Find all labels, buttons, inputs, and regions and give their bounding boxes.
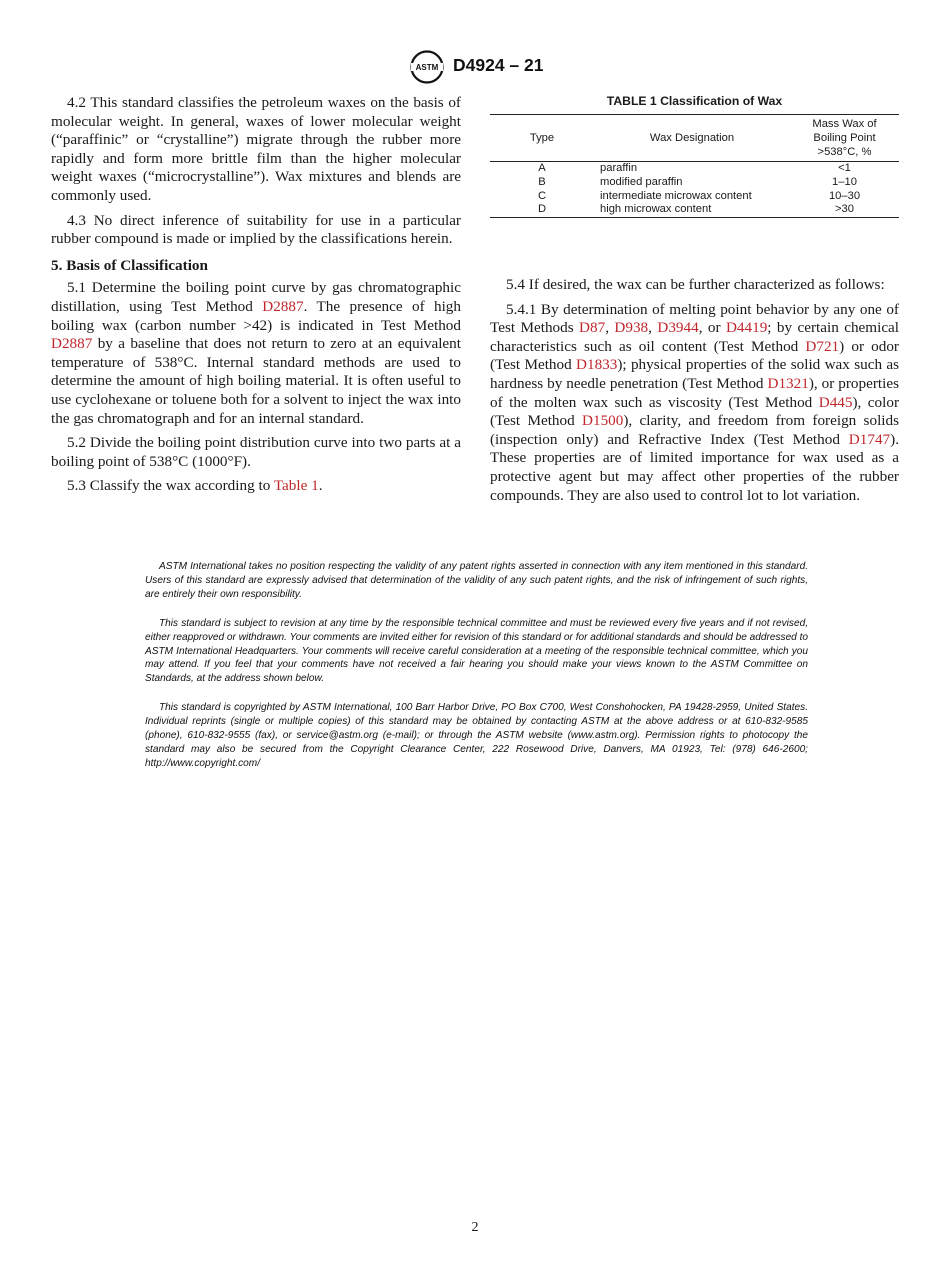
link-table-1[interactable]: Table 1 bbox=[273, 477, 319, 495]
link-d2887[interactable]: D2887 bbox=[262, 297, 304, 315]
link-d3944[interactable]: D3944 bbox=[657, 319, 699, 337]
copyright-notice: This standard is copyrighted by ASTM International, 100 Barr Harbor Drive, PO Box C700, West Conshohocken, PA 19428-2959, United States. Individual reprints (single or multiple copies) of this standard may be obtained by contacting ASTM at the above address or at 610-832-9585 (phone), 610-832-9555 (fax), or service@astm.org (e-mail); or through the ASTM website (www.astm.org). Permission rights to photocopy the standard may also be secured from the Copyright Clearance Center, 222 Rosewood Drive, Danvers, MA 01923, Tel: (978) 646-2600; http://www.copyright.com/ bbox=[145, 702, 808, 769]
header-mass-wax: Mass Wax of Boiling Point >538°C, % bbox=[812, 118, 877, 158]
section-5-heading: 5. Basis of Classification bbox=[51, 256, 208, 274]
standard-designation: D4924 – 21 bbox=[453, 55, 544, 75]
right-column bbox=[490, 276, 899, 511]
patent-notice: ASTM International takes no position respecting the validity of any patent rights asserted in connection with any item mentioned in this standard. Users of this standard are expressly advised that determination of the validity of any such patent rights, and the risk of infringement of such rights, are entirely their own responsibility. bbox=[145, 561, 808, 600]
paragraph-4-2: 4.2 This standard classifies the petroleum waxes on the basis of molecular weight. In general, waxes of lower molecular weight (“paraffinic” or “crystalline”) migrate through the rubber more rapidly and form more brittle film than the higher molecular weight waxes (“microcrystalline”). Wax mixtures and blends are commonly used. bbox=[51, 94, 461, 204]
paragraph-5-3: 5.3 Classify the wax according to Table 1. bbox=[67, 477, 323, 495]
link-d445[interactable]: D445 bbox=[818, 393, 853, 411]
link-d938[interactable]: D938 bbox=[614, 319, 649, 337]
astm-logo-icon bbox=[407, 50, 447, 84]
link-d87[interactable]: D87 bbox=[579, 319, 606, 337]
header-type: Type bbox=[529, 132, 555, 144]
link-d1747[interactable]: D1747 bbox=[848, 430, 891, 448]
header-wax-designation: Wax Designation bbox=[649, 132, 735, 144]
link-d721[interactable]: D721 bbox=[805, 337, 840, 355]
table-row: D high microwax content >30 bbox=[490, 203, 899, 217]
paragraph-4-3: 4.3 No direct inference of suitability for use in a particular rubber compound is made or implied by the classifications herein. bbox=[51, 211, 461, 248]
classification-table bbox=[490, 114, 899, 218]
link-d2887[interactable]: D2887 bbox=[51, 335, 93, 353]
table-row: B modified paraffin 1–10 bbox=[538, 175, 857, 188]
page-header bbox=[0, 50, 950, 86]
link-d1500[interactable]: D1500 bbox=[582, 412, 624, 430]
paragraph-5-1: 5.1 Determine the boiling point curve by gas chromatographic distillation, using Test Method D2887. The presence of high boiling wax (carbon number >42) is indicated in Test Method D2887 by a baseline that does not return to zero at an equivalent temperature of 538°C. Internal standard methods are used to determine the amount of high boiling material. It is often useful to use cyclohexane or toluene both for a solvent to inject the wax into the gas chromatograph and for an internal standard. bbox=[51, 279, 461, 427]
paragraph-5-4-1: 5.4.1 By determination of melting point behavior by any one of Test Methods D87, D938, D3944, or D4419; by certain chemical characteristics such as oil content (Test Method D721) or odor (Test Method D1833); physical properties of the solid wax such as hardness by needle penetration (Test Method D1321), or properties of the molten wax such as viscosity (Test Method D445), color (Test Method D1500), clarity, and freedom from foreign solids (inspection only) and Refractive Index (Test Method D1747). These properties are of limited importance for wax used as a protective agent but may affect other properties of the rubber compounds. They are also used to control lot to lot variation. bbox=[490, 300, 900, 504]
left-column bbox=[51, 94, 461, 502]
link-d1833[interactable]: D1833 bbox=[576, 356, 618, 374]
table-row: C intermediate microwax content 10–30 bbox=[537, 189, 861, 202]
table-title: TABLE 1 Classification of Wax bbox=[606, 94, 783, 108]
page-number: 2 bbox=[471, 1220, 479, 1235]
paragraph-5-4: 5.4 If desired, the wax can be further characterized as follows: bbox=[506, 276, 885, 293]
logo-text: ASTM bbox=[415, 63, 439, 72]
paragraph-5-2: 5.2 Divide the boiling point distribution curve into two parts at a boiling point of 538°C (1000°F). bbox=[51, 434, 461, 470]
legal-notices bbox=[145, 560, 808, 786]
table-header-row bbox=[490, 115, 899, 162]
link-d4419[interactable]: D4419 bbox=[725, 319, 768, 337]
table-1 bbox=[490, 94, 899, 218]
table-row: A paraffin <1 bbox=[538, 162, 851, 174]
link-d1321[interactable]: D1321 bbox=[767, 374, 809, 392]
revision-notice: This standard is subject to revision at any time by the responsible technical committee and must be reviewed every five years and if not revised, either reapproved or withdrawn. Your comments are invited either for revision of this standard or for additional standards and should be addressed to ASTM International Headquarters. Your comments will receive careful consideration at a meeting of the responsible technical committee, which you may attend. If you feel that your comments have not received a fair hearing you should make your views known to the ASTM Committee on Standards, at the address shown below. bbox=[145, 617, 809, 685]
